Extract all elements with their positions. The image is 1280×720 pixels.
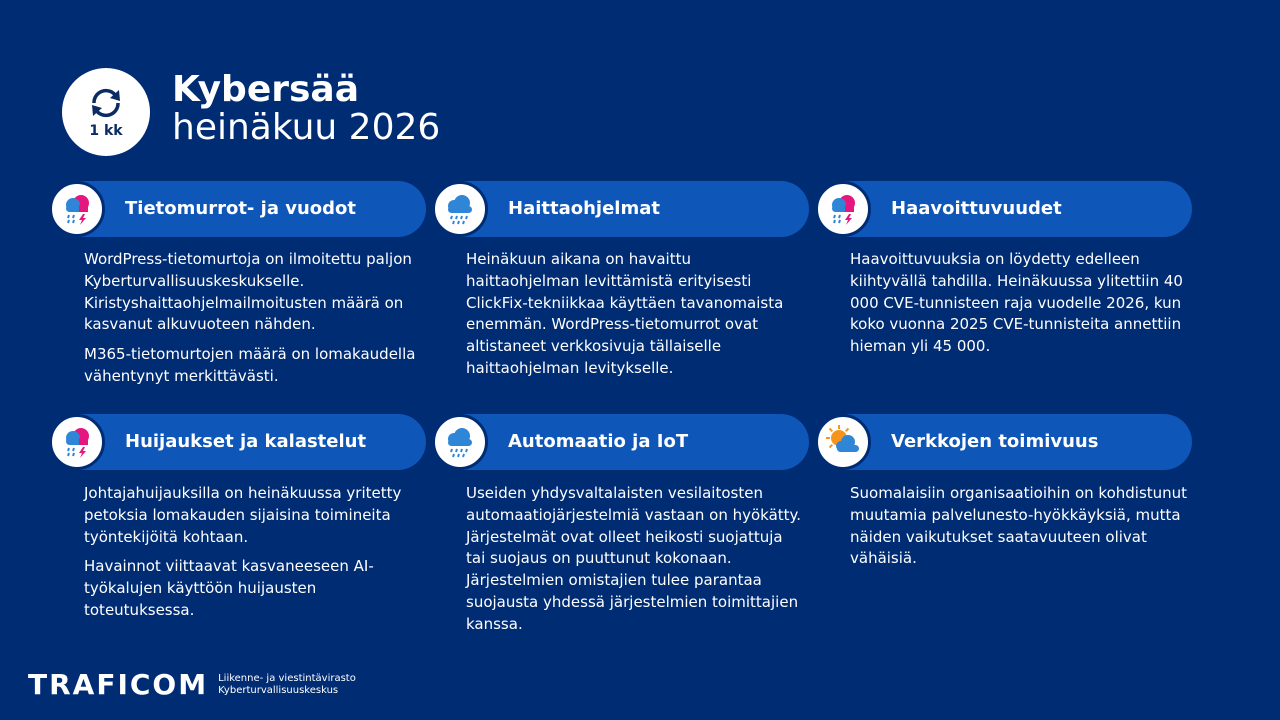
card-icon-wrapper bbox=[815, 414, 871, 470]
card-paragraph: WordPress-tietomurtoja on ilmoitettu paljon Kyberturvallisuuskeskukselle. Kiristyshaittaohjelmailmoitusten määrä on kasvanut alkuvuoteen nähden. bbox=[84, 250, 412, 334]
storm-cloud-icon bbox=[825, 191, 861, 227]
card-title: Huijaukset ja kalastelut bbox=[125, 431, 367, 452]
rain-cloud-icon bbox=[442, 424, 478, 460]
card-title: Haittaohjelmat bbox=[508, 198, 660, 219]
logo-subtitle bbox=[218, 673, 356, 697]
card-icon-wrapper bbox=[432, 181, 488, 237]
card-header-automaatio bbox=[435, 414, 809, 470]
card-header-haavoittuvuudet bbox=[818, 181, 1192, 237]
card-paragraph: Havainnot viittaavat kasvaneeseen AI-työkalujen käyttöön huijausten toteutuksessa. bbox=[84, 557, 374, 619]
card-title: Verkkojen toimivuus bbox=[891, 431, 1099, 452]
card-icon-wrapper bbox=[815, 181, 871, 237]
card-body-verkkojen-toimivuus bbox=[850, 483, 1190, 578]
card-body-automaatio bbox=[466, 483, 806, 644]
card-paragraph: Useiden yhdysvaltalaisten vesilaitosten automaatiojärjestelmiä vastaan on hyökätty. Järjestelmät ovat olleet heikosti suojattuja tai suojaus on puuttunut kokonaan. Järjestelmien omistajien tulee parantaa suojausta yhdessä järjestelmien toimittajien kanssa. bbox=[466, 484, 802, 633]
refresh-icon bbox=[86, 85, 126, 121]
card-icon-wrapper bbox=[432, 414, 488, 470]
card-title: Automaatio ja IoT bbox=[508, 431, 689, 452]
card-title: Tietomurrot- ja vuodot bbox=[125, 198, 357, 219]
card-header-verkkojen-toimivuus bbox=[818, 414, 1192, 470]
badge-label: 1 kk bbox=[89, 123, 123, 139]
logo-wordmark: TRAFICOM bbox=[28, 668, 209, 701]
logo-agency-name: Liikenne- ja viestintävirasto bbox=[218, 672, 356, 684]
card-icon-wrapper bbox=[49, 414, 105, 470]
card-header-huijaukset bbox=[52, 414, 426, 470]
rain-cloud-icon bbox=[442, 191, 478, 227]
page-title: Kybersää bbox=[172, 69, 360, 110]
card-body-tietomurrot bbox=[84, 249, 424, 396]
sun-cloud-icon bbox=[824, 423, 862, 461]
storm-cloud-icon bbox=[59, 191, 95, 227]
card-body-haittaohjelmat bbox=[466, 249, 806, 388]
traficom-logo bbox=[28, 668, 356, 701]
card-paragraph: Heinäkuun aikana on havaittu haittaohjelman levittämistä erityisesti ClickFix-tekniikkaa käyttäen tavanomaista enemmän. WordPress-tietomurrot ovat altistaneet verkkosivuja tällaiselle haittaohjelman levitykselle. bbox=[466, 250, 784, 377]
card-header-tietomurrot bbox=[52, 181, 426, 237]
card-paragraph: Suomalaisiin organisaatioihin on kohdistunut muutamia palvelunesto-hyökkäyksiä, mutta näiden vaikutukset saatavuuteen olivat vähäisiä. bbox=[850, 484, 1188, 568]
page-subtitle: heinäkuu 2026 bbox=[172, 107, 441, 148]
card-body-huijaukset bbox=[84, 483, 424, 630]
card-paragraph: M365-tietomurtojen määrä on lomakaudella vähentynyt merkittävästi. bbox=[84, 345, 416, 385]
card-body-haavoittuvuudet bbox=[850, 249, 1190, 366]
card-icon-wrapper bbox=[49, 181, 105, 237]
logo-unit-name: Kyberturvallisuuskeskus bbox=[218, 684, 339, 696]
card-paragraph: Haavoittuvuuksia on löydetty edelleen kiihtyvällä tahdilla. Heinäkuussa ylitettiin 40 000 CVE-tunnisteen raja vuodelle 2026, kun koko vuonna 2025 CVE-tunnisteita annettiin hieman yli 45 000. bbox=[850, 250, 1183, 356]
card-title: Haavoittuvuudet bbox=[891, 198, 1062, 219]
storm-cloud-icon bbox=[59, 424, 95, 460]
update-frequency-badge bbox=[62, 68, 150, 156]
card-header-haittaohjelmat bbox=[435, 181, 809, 237]
card-paragraph: Johtajahuijauksilla on heinäkuussa yritetty petoksia lomakauden sijaisina toimineita työntekijöitä kohtaan. bbox=[84, 484, 402, 546]
